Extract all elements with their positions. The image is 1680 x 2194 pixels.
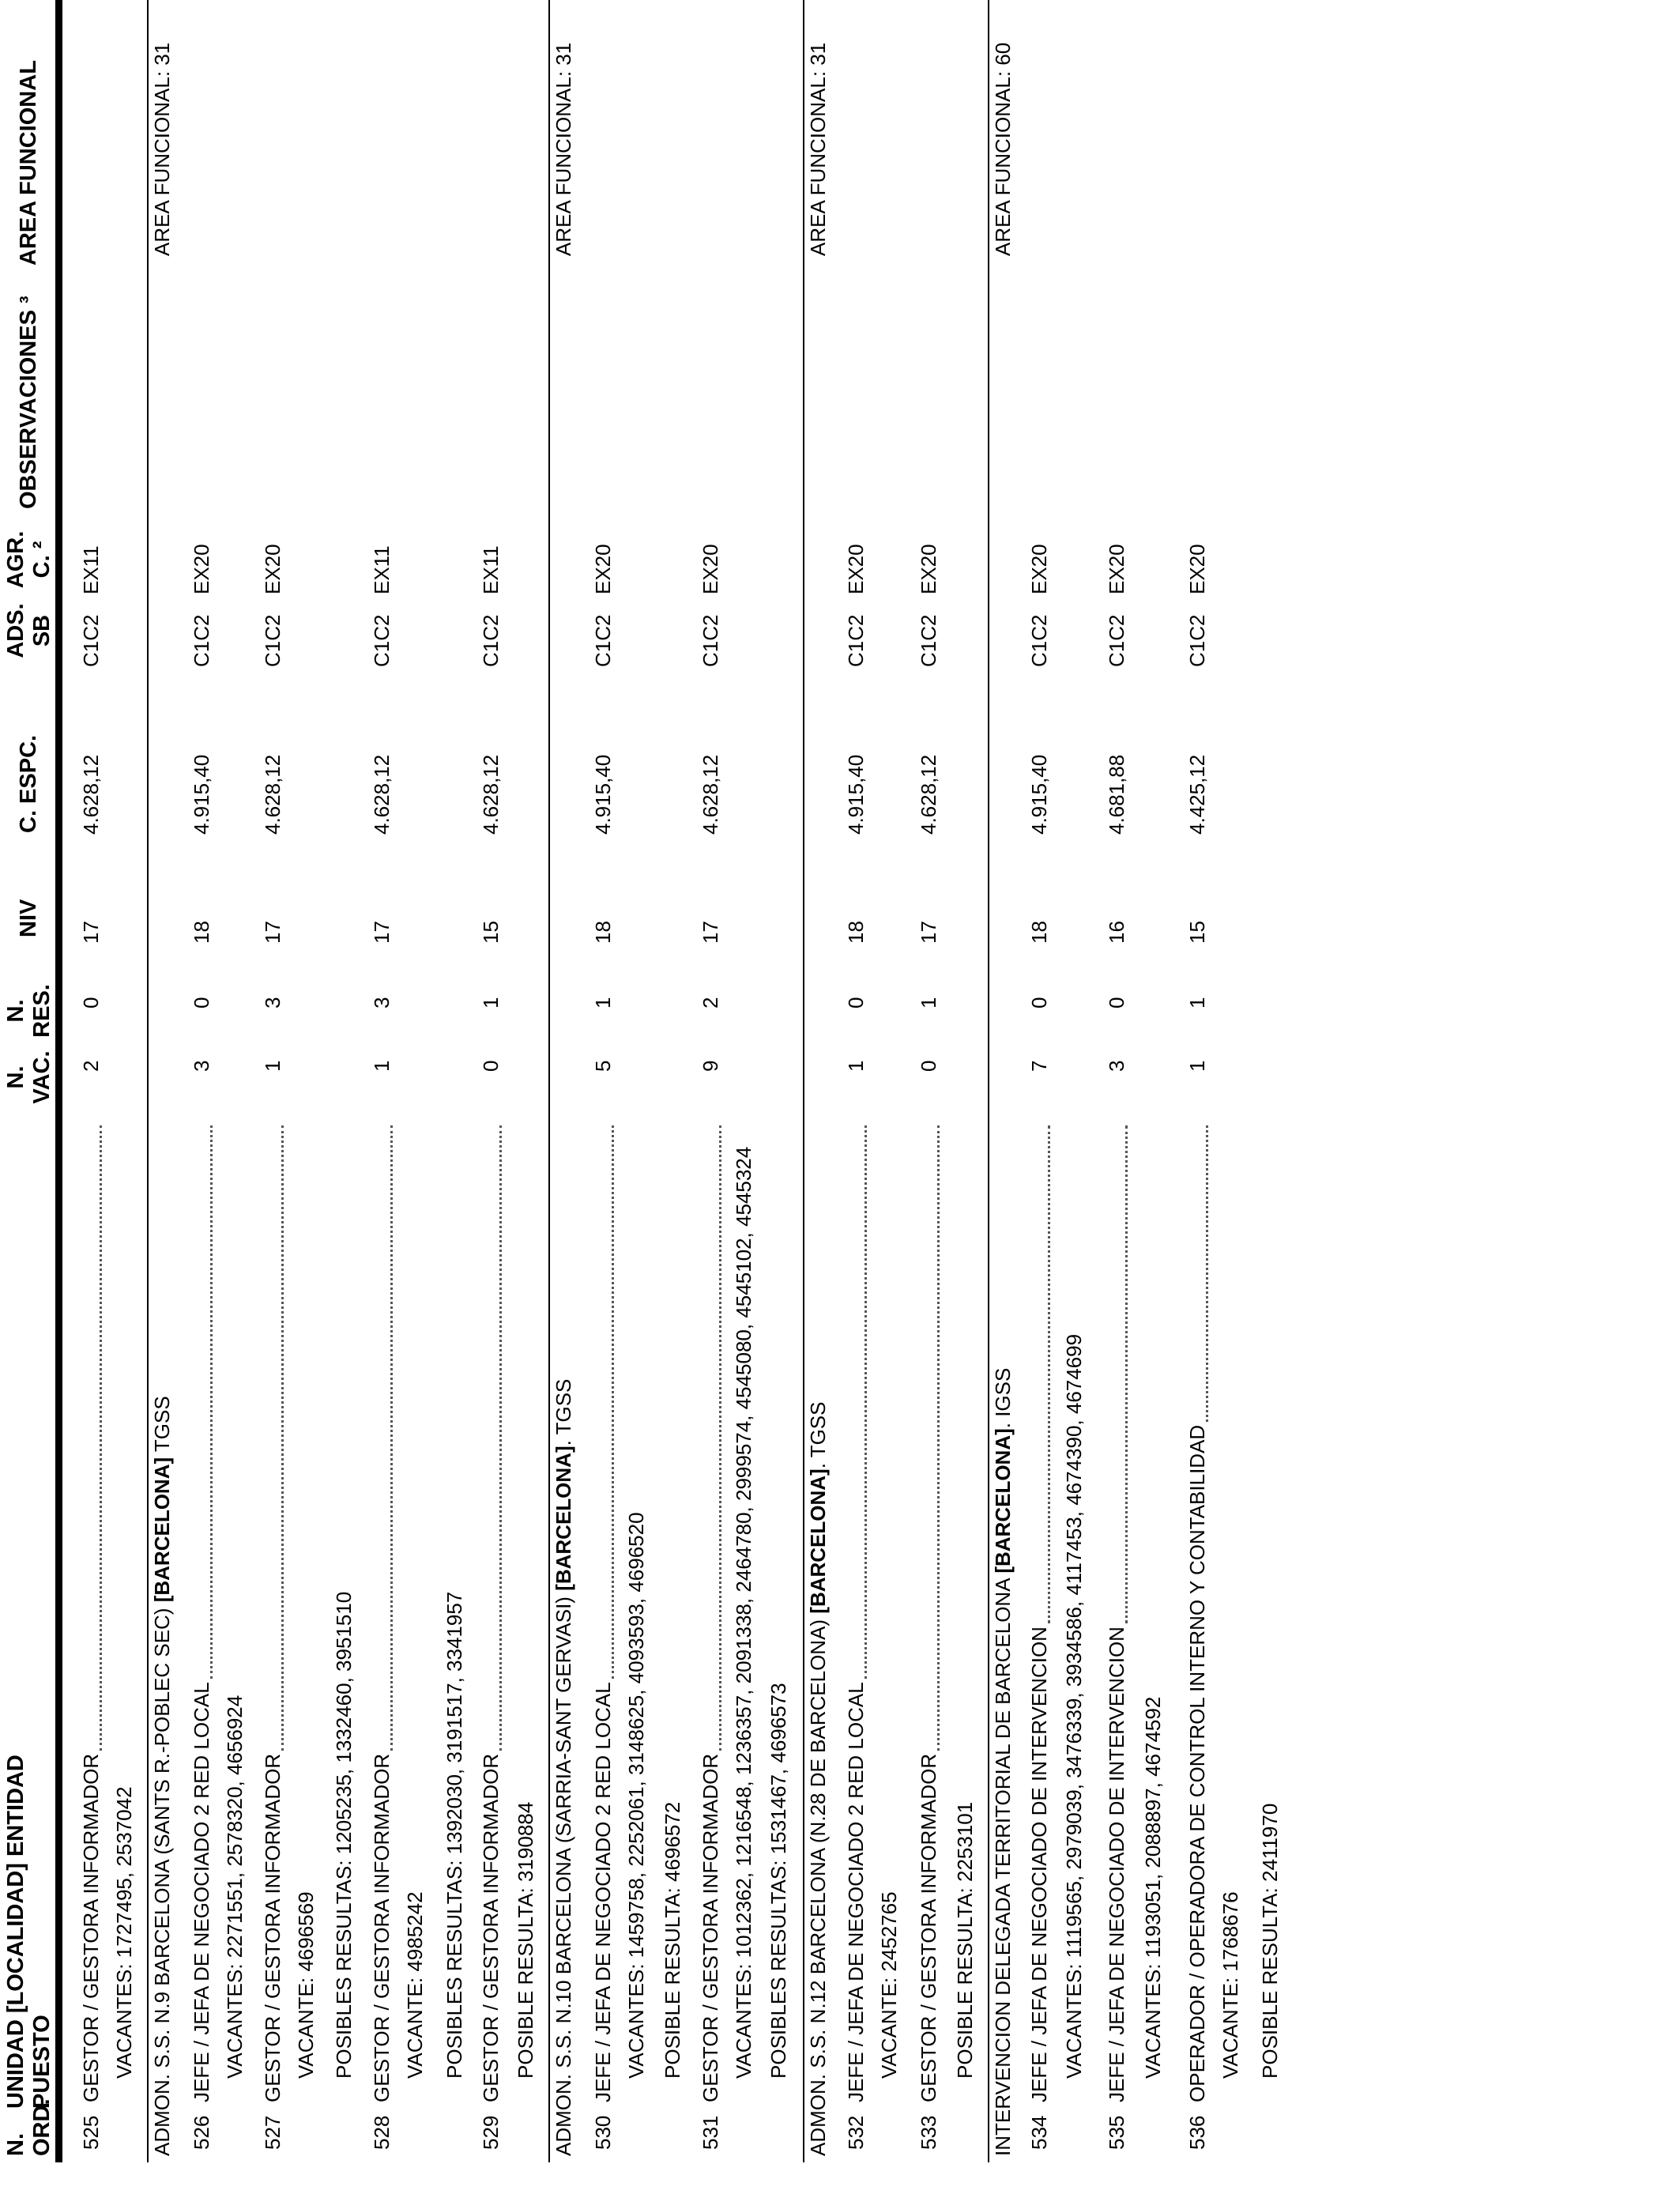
table-row <box>699 0 727 2194</box>
header-rule <box>55 0 62 2162</box>
order-number: 531 <box>699 2115 722 2150</box>
table-row <box>917 0 945 2194</box>
dotted-leader <box>1206 1125 1208 1422</box>
puesto-label: JEFE / JEFA DE NEGOCIADO 2 RED LOCAL <box>844 1682 868 2102</box>
section-separator <box>548 0 550 2162</box>
n-res-value: 1 <box>1185 997 1209 1008</box>
header-area-funcional: AREA FUNCIONAL <box>16 60 41 266</box>
niv-value: 18 <box>844 921 868 944</box>
unit-row <box>150 0 179 2194</box>
n-vac-value: 0 <box>479 1060 503 1072</box>
resultas-note: VACANTE: 4985242 <box>403 1891 427 2079</box>
table-row <box>370 0 398 2194</box>
unit-entity: . TGSS <box>806 1401 830 1469</box>
header-niv: NIV <box>16 899 41 937</box>
puesto-label: GESTOR / GESTORA INFORMADOR <box>261 1753 284 2102</box>
table-row <box>79 0 107 2194</box>
header-n-ord: N. ORD. <box>3 2098 55 2156</box>
unit-prefix: ADMON. S.S. N.12 BARCELONA (N.28 DE BARCELONA) <box>806 1613 830 2156</box>
n-vac-value: 1 <box>1185 1060 1209 1072</box>
dotted-leader <box>281 1125 284 1751</box>
header-observaciones: OBSERVACIONES ³ <box>16 296 41 509</box>
table-row <box>190 0 218 2194</box>
note-row <box>732 0 760 2194</box>
n-res-value: 1 <box>591 997 615 1008</box>
dotted-leader <box>612 1125 614 1679</box>
niv-value: 18 <box>591 921 615 944</box>
n-vac-value: 1 <box>844 1060 868 1072</box>
n-res-value: 0 <box>844 997 868 1008</box>
order-number: 536 <box>1185 2115 1209 2150</box>
order-number: 525 <box>79 2115 103 2150</box>
resultas-note: VACANTES: 1012362, 1216548, 1236357, 2091338, 2464780, 2999574, 4545080, 4545102, 4545324 <box>732 1146 755 2079</box>
n-vac-value: 1 <box>261 1060 284 1072</box>
note-row <box>112 0 141 2194</box>
note-row <box>1062 0 1090 2194</box>
n-res-value: 2 <box>699 997 722 1008</box>
puesto-label: JEFE / JEFA DE NEGOCIADO 2 RED LOCAL <box>591 1682 615 2102</box>
ads-sb-value: C1C2 <box>79 614 103 667</box>
dotted-leader <box>864 1125 867 1679</box>
table-row <box>591 0 620 2194</box>
unit-name <box>150 1396 175 2156</box>
note-row <box>877 0 906 2194</box>
agr-c-value: EX11 <box>370 545 394 594</box>
agr-c-value: EX11 <box>79 545 103 594</box>
c-espc-value: 4.628,12 <box>370 754 394 835</box>
dotted-leader <box>100 1125 102 1751</box>
header-n-vac: N. VAC. <box>3 1050 55 1104</box>
agr-c-value: EX11 <box>479 545 503 594</box>
order-number: 529 <box>479 2115 503 2150</box>
table-row <box>1105 0 1133 2194</box>
n-vac-value: 5 <box>591 1060 615 1072</box>
puesto-label: JEFE / JEFA DE NEGOCIADO DE INTERVENCION <box>1027 1627 1051 2102</box>
n-res-value: 0 <box>1027 997 1051 1008</box>
dotted-leader <box>937 1125 940 1751</box>
order-number: 528 <box>370 2115 394 2150</box>
agr-c-value: EX20 <box>190 544 213 594</box>
section-separator <box>988 0 989 2162</box>
note-row <box>1141 0 1170 2194</box>
unit-prefix: INTERVENCION DELEGADA TERRITORIAL DE BARCELONA <box>991 1573 1015 2156</box>
agr-c-value: EX20 <box>591 544 615 594</box>
unit-prefix: ADMON. S.S. N.9 BARCELONA (SANTS R.-POBLEC SEC) <box>150 1602 174 2156</box>
puesto-label: GESTOR / GESTORA INFORMADOR <box>79 1753 103 2102</box>
unit-row <box>552 0 580 2194</box>
c-espc-value: 4.915,40 <box>1027 754 1051 835</box>
resultas-note: VACANTE: 2452765 <box>877 1891 901 2079</box>
dotted-leader <box>1048 1125 1050 1623</box>
area-funcional-value: AREA FUNCIONAL: 31 <box>150 42 174 256</box>
resultas-note: POSIBLES RESULTAS: 1531467, 4696573 <box>767 1683 790 2079</box>
puesto-label: GESTOR / GESTORA INFORMADOR <box>479 1753 503 2102</box>
note-row <box>294 0 322 2194</box>
resultas-note: POSIBLE RESULTA: 2253101 <box>953 1801 977 2079</box>
unit-locality: [BARCELONA] <box>150 1457 174 1603</box>
unit-locality: [BARCELONA] <box>806 1468 830 1614</box>
note-row <box>443 0 471 2194</box>
resultas-note: VACANTES: 2271551, 2578320, 4656924 <box>223 1695 247 2079</box>
niv-value: 17 <box>261 921 284 944</box>
dotted-leader <box>210 1125 213 1679</box>
resultas-note: VACANTES: 1459758, 2252061, 3148625, 4093593, 4696520 <box>624 1512 648 2079</box>
puesto-label: OPERADOR / OPERADORA DE CONTROL INTERNO Y CONTABILIDAD <box>1185 1424 1209 2102</box>
agr-c-value: EX20 <box>844 544 868 594</box>
n-vac-value: 1 <box>370 1060 394 1072</box>
ads-sb-value: C1C2 <box>844 614 868 667</box>
header-ads-sb: ADS. SB <box>3 603 55 658</box>
ads-sb-value: C1C2 <box>479 614 503 667</box>
n-vac-value: 3 <box>190 1060 213 1072</box>
resultas-note: POSIBLES RESULTAS: 1205235, 1332460, 3951510 <box>332 1591 356 2079</box>
puesto-label: GESTOR / GESTORA INFORMADOR <box>370 1753 394 2102</box>
note-row <box>767 0 795 2194</box>
resultas-note: POSIBLE RESULTA: 2411970 <box>1258 1803 1282 2079</box>
note-row <box>661 0 689 2194</box>
c-espc-value: 4.628,12 <box>261 754 284 835</box>
note-row <box>1258 0 1286 2194</box>
ads-sb-value: C1C2 <box>1105 614 1128 667</box>
dotted-leader <box>719 1125 721 1751</box>
table-row <box>479 0 507 2194</box>
ads-sb-value: C1C2 <box>190 614 213 667</box>
order-number: 535 <box>1105 2115 1128 2150</box>
area-funcional-value: AREA FUNCIONAL: 60 <box>991 42 1015 256</box>
n-vac-value: 3 <box>1105 1060 1128 1072</box>
dotted-leader <box>1125 1125 1128 1623</box>
niv-value: 15 <box>479 921 503 944</box>
table-row <box>1185 0 1214 2194</box>
order-number: 533 <box>917 2115 940 2150</box>
niv-value: 18 <box>1027 921 1051 944</box>
unit-row <box>806 0 834 2194</box>
unit-entity: . IGSS <box>991 1367 1015 1429</box>
note-row <box>514 0 542 2194</box>
section-separator <box>147 0 149 2162</box>
n-res-value: 0 <box>190 997 213 1008</box>
table-row <box>261 0 289 2194</box>
niv-value: 17 <box>370 921 394 944</box>
n-res-value: 3 <box>370 997 394 1008</box>
resultas-note: VACANTE: 1768676 <box>1219 1891 1242 2079</box>
section-separator <box>803 0 804 2162</box>
n-res-value: 0 <box>1105 997 1128 1008</box>
agr-c-value: EX20 <box>917 544 940 594</box>
n-res-value: 1 <box>479 997 503 1008</box>
area-funcional-value: AREA FUNCIONAL: 31 <box>806 42 830 256</box>
c-espc-value: 4.628,12 <box>699 754 722 835</box>
note-row <box>332 0 360 2194</box>
puesto-label: JEFE / JEFA DE NEGOCIADO DE INTERVENCION <box>1105 1627 1128 2102</box>
order-number: 527 <box>261 2115 284 2150</box>
unit-name <box>806 1402 831 2157</box>
resultas-note: VACANTES: 1193051, 2088897, 4674592 <box>1141 1696 1165 2079</box>
ads-sb-value: C1C2 <box>591 614 615 667</box>
n-res-value: 1 <box>917 997 940 1008</box>
niv-value: 17 <box>79 921 103 944</box>
agr-c-value: EX20 <box>261 544 284 594</box>
agr-c-value: EX20 <box>1027 544 1051 594</box>
puesto-label: JEFE / JEFA DE NEGOCIADO 2 RED LOCAL <box>190 1682 213 2102</box>
n-res-value: 0 <box>79 997 103 1008</box>
c-espc-value: 4.425,12 <box>1185 754 1209 835</box>
c-espc-value: 4.628,12 <box>479 754 503 835</box>
n-vac-value: 0 <box>917 1060 940 1072</box>
c-espc-value: 4.628,12 <box>917 754 940 835</box>
header-unidad-puesto: UNIDAD [LOCALIDAD] ENTIDAD PUESTO <box>3 1755 55 2109</box>
ads-sb-value: C1C2 <box>370 614 394 667</box>
niv-value: 16 <box>1105 921 1128 944</box>
order-number: 526 <box>190 2115 213 2150</box>
order-number: 534 <box>1027 2115 1051 2150</box>
note-row <box>953 0 981 2194</box>
puesto-label: GESTOR / GESTORA INFORMADOR <box>699 1753 722 2102</box>
agr-c-value: EX20 <box>1105 544 1128 594</box>
note-row <box>403 0 431 2194</box>
dotted-leader <box>499 1125 502 1751</box>
unit-locality: [BARCELONA] <box>552 1446 575 1591</box>
c-espc-value: 4.915,40 <box>844 754 868 835</box>
resultas-note: VACANTE: 4696569 <box>294 1891 318 2079</box>
c-espc-value: 4.628,12 <box>79 754 103 835</box>
n-vac-value: 7 <box>1027 1060 1051 1072</box>
agr-c-value: EX20 <box>699 544 722 594</box>
c-espc-value: 4.915,40 <box>591 754 615 835</box>
niv-value: 17 <box>699 921 722 944</box>
ads-sb-value: C1C2 <box>1027 614 1051 667</box>
resultas-note: VACANTES: 1119565, 2979039, 3476339, 3934586, 4117453, 4674390, 4674699 <box>1062 1333 1086 2079</box>
table-row <box>844 0 872 2194</box>
niv-value: 15 <box>1185 921 1209 944</box>
header-n-res: N. RES. <box>3 984 55 1038</box>
c-espc-value: 4.915,40 <box>190 754 213 835</box>
note-row <box>1219 0 1247 2194</box>
ads-sb-value: C1C2 <box>1185 614 1209 667</box>
n-res-value: 3 <box>261 997 284 1008</box>
ads-sb-value: C1C2 <box>699 614 722 667</box>
n-vac-value: 2 <box>79 1060 103 1072</box>
ads-sb-value: C1C2 <box>261 614 284 667</box>
ads-sb-value: C1C2 <box>917 614 940 667</box>
resultas-note: POSIBLE RESULTA: 3190884 <box>514 1801 537 2079</box>
unit-entity: TGSS <box>150 1396 174 1457</box>
dotted-leader <box>390 1125 393 1751</box>
c-espc-value: 4.681,88 <box>1105 754 1128 835</box>
unit-entity: . TGSS <box>552 1378 575 1446</box>
unit-name <box>991 1368 1015 2156</box>
order-number: 530 <box>591 2115 615 2150</box>
note-row <box>223 0 251 2194</box>
area-funcional-value: AREA FUNCIONAL: 31 <box>552 42 575 256</box>
niv-value: 17 <box>917 921 940 944</box>
resultas-note: POSIBLE RESULTA: 4696572 <box>661 1801 684 2079</box>
resultas-note: VACANTES: 1727495, 2537042 <box>112 1786 136 2079</box>
unit-name <box>552 1379 576 2156</box>
unit-locality: [BARCELONA] <box>991 1428 1015 1574</box>
table-row <box>1027 0 1056 2194</box>
niv-value: 18 <box>190 921 213 944</box>
resultas-note: POSIBLES RESULTAS: 1392030, 3191517, 3341957 <box>443 1591 466 2079</box>
header-c-espc: C. ESPC. <box>16 734 41 833</box>
agr-c-value: EX20 <box>1185 544 1209 594</box>
puesto-label: GESTOR / GESTORA INFORMADOR <box>917 1753 940 2102</box>
n-vac-value: 9 <box>699 1060 722 1072</box>
note-row <box>624 0 653 2194</box>
unit-prefix: ADMON. S.S. N.10 BARCELONA (SARRIA-SANT GERVASI) <box>552 1590 575 2156</box>
order-number: 532 <box>844 2115 868 2150</box>
unit-row <box>991 0 1019 2194</box>
header-agr-c: AGR. C. ² <box>3 530 55 589</box>
